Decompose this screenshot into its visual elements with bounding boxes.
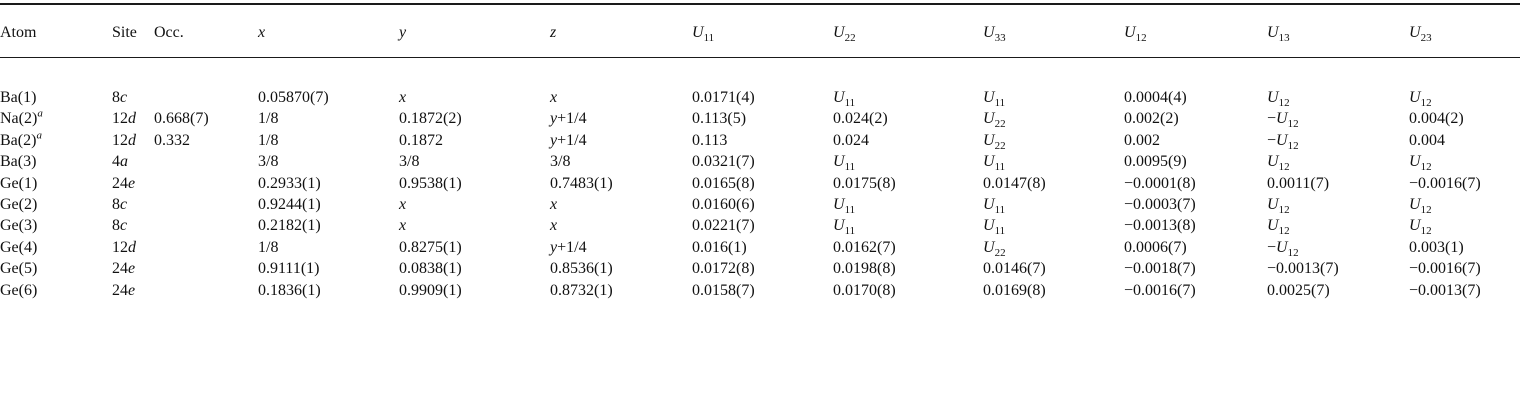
- column-header: [258, 22, 399, 44]
- cell-value: 0.0011(7): [1267, 174, 1330, 192]
- site-cell: [112, 173, 154, 194]
- value-cell-u22: [833, 258, 983, 279]
- site-multiplicity: 12: [112, 238, 128, 256]
- cell-value: 0.0169(8): [983, 281, 1046, 299]
- cell-value: 3/8: [258, 153, 279, 171]
- cell-value: 3/8: [399, 153, 420, 171]
- value-cell-u33: [983, 280, 1124, 301]
- value-cell-z: [550, 130, 692, 151]
- table-row: [0, 258, 1520, 279]
- site-multiplicity: 8: [112, 217, 120, 235]
- column-header-label: U: [1409, 24, 1421, 41]
- column-header-label: Site: [112, 24, 137, 41]
- site-cell: [112, 87, 154, 108]
- occupancy-cell: [154, 130, 258, 151]
- cell-value: 0.113(5): [692, 110, 747, 128]
- cell-value: 0.8732(1): [550, 281, 613, 299]
- value-cell-z: [550, 215, 692, 236]
- cell-value: 0.2933(1): [258, 174, 321, 192]
- cell-value: x: [399, 196, 407, 214]
- cell-value: $U_{22}$: [983, 110, 1006, 131]
- value-cell-y: [399, 280, 550, 301]
- value-cell-u13: [1267, 280, 1409, 301]
- occupancy-cell: [154, 151, 258, 172]
- occupancy-value: 0.332: [154, 131, 190, 149]
- site-multiplicity: 8: [112, 89, 120, 106]
- value-cell-u12: [1124, 130, 1267, 151]
- value-cell-u12: [1124, 108, 1267, 129]
- value-cell-u11: [692, 280, 833, 301]
- cell-value: 0.1872(2): [399, 110, 462, 128]
- cell-value: −0.0001(8): [1124, 174, 1196, 192]
- value-cell-y: [399, 108, 550, 129]
- value-cell-u33: [983, 215, 1124, 236]
- atom-cell: [0, 130, 112, 151]
- column-header: [0, 22, 112, 44]
- cell-value: 0.1872: [399, 131, 443, 149]
- site-cell: [112, 151, 154, 172]
- atom-cell: [0, 194, 112, 215]
- cell-value: 0.0146(7): [983, 260, 1046, 278]
- site-cell: [112, 215, 154, 236]
- cell-value: 0.0165(8): [692, 174, 755, 192]
- atom-cell: [0, 237, 112, 258]
- cell-value: 0.0172(8): [692, 260, 755, 278]
- site-multiplicity: 8: [112, 196, 120, 214]
- value-cell-u33: [983, 258, 1124, 279]
- cell-value: $U_{11}$: [983, 153, 1006, 174]
- value-cell-y: [399, 258, 550, 279]
- cell-value: 0.9538(1): [399, 174, 462, 192]
- value-cell-u23: [1409, 194, 1520, 215]
- cell-value: $U_{12}$: [1267, 217, 1290, 238]
- site-letter: c: [120, 196, 128, 214]
- value-cell-u11: [692, 108, 833, 129]
- occupancy-cell: [154, 215, 258, 236]
- value-cell-u33: [983, 87, 1124, 108]
- site-multiplicity: 24: [112, 174, 128, 192]
- table-header-row: [0, 22, 1520, 44]
- atom-cell: [0, 258, 112, 279]
- value-cell-z: [550, 108, 692, 129]
- atom-label: Ge(5): [0, 260, 38, 278]
- site-cell: [112, 108, 154, 129]
- value-cell-u12: [1124, 215, 1267, 236]
- cell-value: x: [399, 217, 407, 235]
- site-multiplicity: 12: [112, 110, 128, 128]
- value-cell-u13: [1267, 151, 1409, 172]
- value-cell-u22: [833, 280, 983, 301]
- value-cell-y: [399, 87, 550, 108]
- site-cell: [112, 237, 154, 258]
- column-header: [1409, 22, 1520, 44]
- value-cell-z: [550, 194, 692, 215]
- column-header: [692, 22, 833, 44]
- value-cell-y: [399, 173, 550, 194]
- cell-value: −0.0016(7): [1409, 260, 1481, 278]
- value-cell-u22: [833, 215, 983, 236]
- value-cell-u22: [833, 173, 983, 194]
- site-letter: c: [120, 89, 128, 106]
- cell-value: 0.002: [1124, 131, 1160, 149]
- column-header-subscript: 11: [703, 32, 715, 45]
- cell-value: 0.9909(1): [399, 281, 462, 299]
- value-cell-u33: [983, 151, 1124, 172]
- value-cell-u12: [1124, 258, 1267, 279]
- cell-value: −0.0013(8): [1124, 217, 1196, 235]
- site-letter: d: [128, 238, 136, 256]
- value-cell-u23: [1409, 173, 1520, 194]
- value-cell-u13: [1267, 87, 1409, 108]
- value-cell-u13: [1267, 108, 1409, 129]
- cell-value: $U_{11}$: [833, 217, 856, 238]
- table-row: [0, 173, 1520, 194]
- column-header: [550, 22, 692, 44]
- atom-cell: [0, 151, 112, 172]
- cell-value: 0.0158(7): [692, 281, 755, 299]
- table-row: [0, 87, 1520, 108]
- table-row: [0, 280, 1520, 301]
- cell-value: $U_{12}$: [1409, 217, 1432, 238]
- value-cell-u11: [692, 237, 833, 258]
- site-multiplicity: 4: [112, 153, 120, 171]
- value-cell-u33: [983, 237, 1124, 258]
- value-cell-u11: [692, 194, 833, 215]
- occupancy-cell: [154, 258, 258, 279]
- cell-value: $U_{12}$: [1409, 196, 1432, 217]
- table-row: [0, 108, 1520, 129]
- occupancy-value: 0.668(7): [154, 110, 209, 128]
- cell-value: 0.016(1): [692, 238, 747, 256]
- site-letter: c: [120, 217, 128, 235]
- cell-value: x: [550, 196, 558, 214]
- value-cell-x: [258, 215, 399, 236]
- column-header-label: U: [1124, 24, 1136, 41]
- value-cell-x: [258, 237, 399, 258]
- column-header-label: U: [692, 24, 704, 41]
- value-cell-u13: [1267, 130, 1409, 151]
- value-cell-x: [258, 194, 399, 215]
- value-cell-x: [258, 173, 399, 194]
- cell-value: 0.8536(1): [550, 260, 613, 278]
- cell-value: 0.7483(1): [550, 174, 613, 192]
- value-cell-x: [258, 87, 399, 108]
- site-cell: [112, 194, 154, 215]
- cell-value: $U_{12}$: [1409, 153, 1432, 174]
- table-row: [0, 151, 1520, 172]
- atom-label: Ge(1): [0, 174, 38, 192]
- cell-value: $U_{12}$: [1267, 89, 1290, 110]
- value-cell-u12: [1124, 194, 1267, 215]
- column-header-label: Occ.: [154, 24, 184, 41]
- value-cell-z: [550, 237, 692, 258]
- atom-label: Ge(2): [0, 196, 38, 214]
- atom-label: Ba(3): [0, 153, 37, 171]
- value-cell-u33: [983, 173, 1124, 194]
- occupancy-cell: [154, 194, 258, 215]
- cell-value: $-U_{12}$: [1267, 131, 1299, 152]
- site-letter: d: [128, 131, 136, 149]
- cell-value: 0.1836(1): [258, 281, 321, 299]
- cell-value: 0.0147(8): [983, 174, 1046, 192]
- value-cell-u12: [1124, 237, 1267, 258]
- value-cell-u11: [692, 130, 833, 151]
- column-header-subscript: 22: [844, 32, 856, 45]
- table-row: [0, 215, 1520, 236]
- cell-value: 0.003(1): [1409, 238, 1464, 256]
- value-cell-u13: [1267, 258, 1409, 279]
- cell-value: 0.2182(1): [258, 217, 321, 235]
- value-cell-u11: [692, 258, 833, 279]
- atom-cell: [0, 108, 112, 129]
- site-letter: e: [128, 260, 136, 278]
- cell-value: 0.0095(9): [1124, 153, 1187, 171]
- cell-value: 0.0162(7): [833, 238, 896, 256]
- cell-value: 0.024: [833, 131, 869, 149]
- cell-value: 0.0321(7): [692, 153, 755, 171]
- value-cell-u23: [1409, 237, 1520, 258]
- cell-value: $U_{12}$: [1267, 153, 1290, 174]
- column-header-label: y: [399, 24, 407, 41]
- value-cell-x: [258, 280, 399, 301]
- top-rule: [0, 3, 1520, 5]
- cell-value: x: [399, 89, 407, 106]
- value-cell-z: [550, 280, 692, 301]
- atom-cell: [0, 215, 112, 236]
- value-cell-u23: [1409, 151, 1520, 172]
- value-cell-u13: [1267, 194, 1409, 215]
- cell-value: $U_{22}$: [983, 238, 1006, 260]
- value-cell-u22: [833, 194, 983, 215]
- occupancy-cell: [154, 280, 258, 301]
- cell-value: $U_{11}$: [983, 196, 1006, 217]
- site-cell: [112, 280, 154, 301]
- value-cell-u33: [983, 130, 1124, 151]
- column-header-subscript: 13: [1278, 32, 1290, 45]
- value-cell-u23: [1409, 215, 1520, 236]
- atom-label: Na(2): [0, 110, 38, 128]
- occupancy-cell: [154, 108, 258, 129]
- site-cell: [112, 258, 154, 279]
- value-cell-u13: [1267, 237, 1409, 258]
- value-cell-u11: [692, 87, 833, 108]
- column-header: [1124, 22, 1267, 44]
- value-cell-y: [399, 130, 550, 151]
- column-header-label: Atom: [0, 24, 37, 41]
- value-cell-u13: [1267, 215, 1409, 236]
- site-multiplicity: 24: [112, 281, 128, 299]
- cell-value: y+1/4: [550, 238, 587, 256]
- footnote-marker: a: [36, 129, 42, 142]
- cell-value: $U_{11}$: [983, 217, 1006, 238]
- cell-value: 3/8: [550, 153, 571, 171]
- table-row: [0, 237, 1520, 258]
- cell-value: −0.0003(7): [1124, 196, 1196, 214]
- header-spacer: [0, 44, 1520, 87]
- cell-value: $U_{12}$: [1267, 196, 1290, 217]
- value-cell-u11: [692, 215, 833, 236]
- cell-value: 1/8: [258, 238, 279, 256]
- column-header-label: x: [258, 24, 266, 41]
- value-cell-u33: [983, 108, 1124, 129]
- cell-value: y+1/4: [550, 131, 587, 149]
- cell-value: 0.8275(1): [399, 238, 462, 256]
- value-cell-u12: [1124, 173, 1267, 194]
- cell-value: 0.0170(8): [833, 281, 896, 299]
- cell-value: $U_{11}$: [833, 153, 856, 174]
- cell-value: 0.004: [1409, 131, 1445, 149]
- cell-value: $-U_{12}$: [1267, 238, 1299, 260]
- cell-value: $U_{11}$: [983, 89, 1006, 110]
- column-header: [112, 22, 154, 44]
- value-cell-u12: [1124, 280, 1267, 301]
- atom-label: Ge(3): [0, 217, 38, 235]
- value-cell-z: [550, 258, 692, 279]
- cell-value: 0.004(2): [1409, 110, 1464, 128]
- value-cell-u22: [833, 151, 983, 172]
- cell-value: 0.113: [692, 131, 728, 149]
- site-letter: e: [128, 174, 136, 192]
- cell-value: 0.0838(1): [399, 260, 462, 278]
- cell-value: x: [550, 217, 558, 235]
- value-cell-y: [399, 237, 550, 258]
- value-cell-y: [399, 151, 550, 172]
- value-cell-z: [550, 173, 692, 194]
- cell-value: 1/8: [258, 131, 279, 149]
- atom-label: Ge(6): [0, 281, 38, 299]
- site-letter: a: [120, 153, 128, 171]
- value-cell-u23: [1409, 108, 1520, 129]
- cell-value: 0.0160(6): [692, 196, 755, 214]
- cell-value: $U_{12}$: [1409, 89, 1432, 110]
- cell-value: 0.024(2): [833, 110, 888, 128]
- cell-value: y+1/4: [550, 110, 587, 128]
- occupancy-cell: [154, 87, 258, 108]
- value-cell-u11: [692, 173, 833, 194]
- site-multiplicity: 24: [112, 260, 128, 278]
- cell-value: 0.0025(7): [1267, 281, 1330, 299]
- footnote-marker: a: [37, 108, 43, 121]
- cell-value: 0.9244(1): [258, 196, 321, 214]
- value-cell-y: [399, 194, 550, 215]
- cell-value: 0.05870(7): [258, 89, 329, 106]
- value-cell-u23: [1409, 280, 1520, 301]
- site-letter: d: [128, 110, 136, 128]
- atom-cell: [0, 280, 112, 301]
- cell-value: 0.0221(7): [692, 217, 755, 235]
- value-cell-x: [258, 151, 399, 172]
- value-cell-u23: [1409, 258, 1520, 279]
- atom-label: Ge(4): [0, 238, 38, 256]
- cell-value: $U_{11}$: [833, 196, 856, 217]
- column-header: [1267, 22, 1409, 44]
- column-header-label: U: [1267, 24, 1279, 41]
- occupancy-cell: [154, 237, 258, 258]
- value-cell-u22: [833, 237, 983, 258]
- column-header-label: z: [550, 24, 557, 41]
- value-cell-x: [258, 108, 399, 129]
- value-cell-y: [399, 215, 550, 236]
- site-letter: e: [128, 281, 136, 299]
- cell-value: 0.002(2): [1124, 110, 1179, 128]
- occupancy-cell: [154, 173, 258, 194]
- table-row: [0, 130, 1520, 151]
- cell-value: 0.0198(8): [833, 260, 896, 278]
- value-cell-u22: [833, 108, 983, 129]
- value-cell-u12: [1124, 151, 1267, 172]
- value-cell-u12: [1124, 87, 1267, 108]
- cell-value: 1/8: [258, 110, 279, 128]
- column-header: [399, 22, 550, 44]
- cell-value: 0.0006(7): [1124, 238, 1187, 256]
- value-cell-u33: [983, 194, 1124, 215]
- value-cell-z: [550, 87, 692, 108]
- value-cell-u22: [833, 130, 983, 151]
- atom-label: Ba(2): [0, 131, 37, 149]
- cell-value: $U_{22}$: [983, 131, 1006, 152]
- column-header-subscript: 12: [1135, 32, 1147, 45]
- value-cell-u23: [1409, 130, 1520, 151]
- column-header: [833, 22, 983, 44]
- column-header: [983, 22, 1124, 44]
- cell-value: 0.0004(4): [1124, 89, 1187, 106]
- atomic-parameters-table: [0, 22, 1520, 301]
- cell-value: 0.0171(4): [692, 89, 755, 106]
- cell-value: −0.0013(7): [1409, 281, 1481, 299]
- value-cell-u11: [692, 151, 833, 172]
- cell-value: $U_{11}$: [833, 89, 856, 110]
- column-header-label: U: [833, 24, 845, 41]
- cell-value: $-U_{12}$: [1267, 110, 1299, 131]
- site-multiplicity: 12: [112, 131, 128, 149]
- column-header-subscript: 23: [1420, 32, 1432, 45]
- cell-value: 0.9111(1): [258, 260, 320, 278]
- cell-value: x: [550, 89, 558, 106]
- value-cell-x: [258, 258, 399, 279]
- atom-cell: [0, 173, 112, 194]
- value-cell-u13: [1267, 173, 1409, 194]
- atom-label: Ba(1): [0, 89, 37, 106]
- cell-value: −0.0018(7): [1124, 260, 1196, 278]
- cell-value: 0.0175(8): [833, 174, 896, 192]
- column-header-label: U: [983, 24, 995, 41]
- atom-cell: [0, 87, 112, 108]
- value-cell-z: [550, 151, 692, 172]
- value-cell-u23: [1409, 87, 1520, 108]
- value-cell-x: [258, 130, 399, 151]
- cell-value: −0.0016(7): [1124, 281, 1196, 299]
- cell-value: −0.0016(7): [1409, 174, 1481, 192]
- column-header-subscript: 33: [994, 32, 1006, 45]
- column-header: [154, 22, 258, 44]
- site-cell: [112, 130, 154, 151]
- table-row: [0, 194, 1520, 215]
- cell-value: −0.0013(7): [1267, 260, 1339, 278]
- value-cell-u22: [833, 87, 983, 108]
